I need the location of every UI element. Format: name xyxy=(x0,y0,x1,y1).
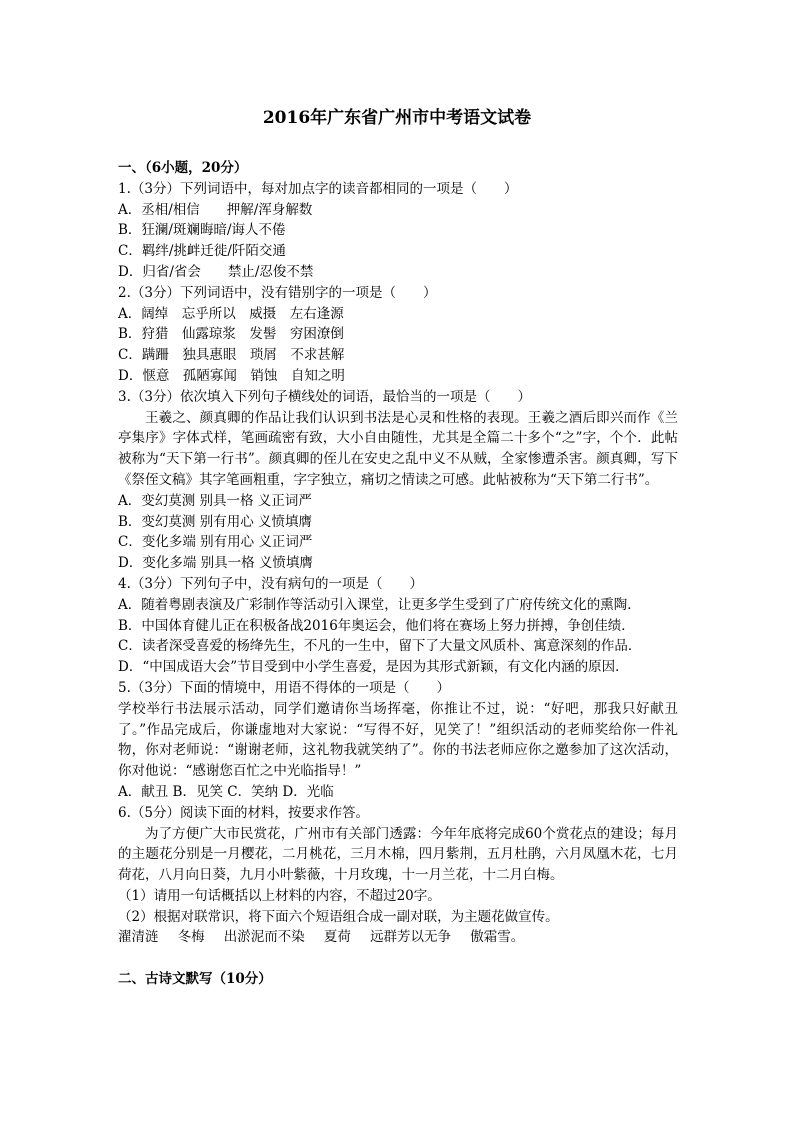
scenario-passage: 学校举行书法展示活动，同学们邀请你当场挥毫，你推让不过，说：“好吧，那我只好献丑了。”作品完成后，你谦虚地对大家说：“写得不好，见笑了！”组织活动的老师奖给你一件礼物，你对老师说：“谢谢老师，这礼物我就笑纳了”。你的书法老师应你之邀参加了这次活动，你对他说：“感谢您百忙之中光临指导！” xyxy=(118,700,678,780)
reading-passage: 王羲之、颜真卿的作品让我们认识到书法是心灵和性格的表现。王羲之酒后即兴而作《兰亭集序》字体式样，笔画疏密有致，大小自由随性，尤其是全篇二十多个“之”字，个个．此帖被称为“天下第一行书”。颜真卿的侄儿在安史之乱中义不从贼，全家惨遭杀害。颜真卿，写下《祭侄文稿》其字笔画粗重，字字独立，痛切之情读之可感。此帖被称为“天下第二行书”。 xyxy=(118,409,678,488)
question-stem: 1.（3分）下列词语中，每对加点字的读音都相同的一项是（ ） xyxy=(118,180,518,197)
question-5 xyxy=(118,678,678,803)
option-b: B．狩猎 仙露琼浆 发髻 穷困潦倒 xyxy=(118,326,344,343)
option-d: D．“中国成语大会”节目受到中小学生喜爱，是因为其形式新颖，有文化内涵的原因． xyxy=(118,659,629,676)
question-6 xyxy=(118,803,678,949)
options-line: A．献丑 B．见笑 C．笑纳 D．光临 xyxy=(118,783,334,800)
phrase-list xyxy=(118,927,678,948)
phrase: 傲霜雪。 xyxy=(470,929,525,946)
question-stem: 5.（3分）下面的情境中，用语不得体的一项是（ ） xyxy=(118,679,450,696)
material-passage: 为了方便广大市民赏花，广州市有关部门透露：今年年底将完成60个赏花点的建设；每月的主题花分别是一月樱花，二月桃花，三月木棉，四月紫荆，五月杜鹃，六月凤凰木花，七月荷花，八月向日葵，九月小叶紫薇，十月玫瑰，十一月兰花，十二月白梅。 xyxy=(118,825,678,884)
option-a: A．变幻莫测 别具一格 义正词严 xyxy=(118,492,312,509)
option-c: C．羁绊/挑衅迁徙/阡陌交通 xyxy=(118,243,286,260)
phrase: 出淤泥而不染 xyxy=(223,929,305,946)
question-stem: 6.（5分）阅读下面的材料，按要求作答。 xyxy=(118,804,369,821)
phrase: 濯清涟 xyxy=(118,929,159,946)
section-heading: 一、（6小题，20分） xyxy=(118,160,248,176)
question-2 xyxy=(118,283,678,387)
phrase: 冬梅 xyxy=(177,929,205,946)
option-a: A．随着粤剧表演及广彩制作等活动引入课堂，让更多学生受到了广府传统文化的熏陶． xyxy=(118,596,641,613)
option-c: C．读者深受喜爱的杨绛先生，不凡的一生中，留下了大量文风质朴、寓意深刻的作品． xyxy=(118,638,642,655)
question-1 xyxy=(118,179,678,283)
option-d: D．惬意 孤陋寡闻 销蚀 自知之明 xyxy=(118,367,345,384)
option-a: A．阔绰 忘乎所以 威摄 左右逢源 xyxy=(118,305,344,322)
question-3 xyxy=(118,387,678,574)
phrase: 夏荷 xyxy=(323,929,351,946)
option-b: B．中国体育健儿正在积极备战2016年奥运会，他们将在赛场上努力拼搏，争创佳绩． xyxy=(118,617,635,634)
sub-question-2: （2）根据对联常识，将下面六个短语组合成一副对联，为主题花做宣传。 xyxy=(118,908,559,925)
question-stem: 3.（3分）依次填入下列句子横线处的词语，最恰当的一项是（ ） xyxy=(118,388,531,405)
option-c: C．变化多端 别有用心 义正词严 xyxy=(118,534,313,551)
option-d: D．变化多端 别具一格 义愤填膺 xyxy=(118,555,313,572)
question-4 xyxy=(118,574,678,678)
question-stem: 2.（3分）下列词语中，没有错别字的一项是（ ） xyxy=(118,284,437,301)
exam-content xyxy=(118,158,678,990)
option-b: B．变幻莫测 别有用心 义愤填膺 xyxy=(118,513,313,530)
option-c: C．蹒跚 独具惠眼 琐屑 不求甚解 xyxy=(118,347,345,364)
option-a: A．丞相/相信 押解/浑身解数 xyxy=(118,201,313,218)
section-heading: 二、古诗文默写（10分） xyxy=(118,971,272,988)
page-title: 2016年广东省广州市中考语文试卷 xyxy=(262,108,532,128)
option-d: D．归省/省会 禁止/忍俊不禁 xyxy=(118,263,314,280)
sub-question-1: （1）请用一句话概括以上材料的内容，不超过20字。 xyxy=(118,887,441,904)
phrase: 远群芳以无争 xyxy=(370,929,452,946)
option-b: B．狂澜/斑斓晦暗/诲人不倦 xyxy=(118,222,286,239)
question-stem: 4.（3分）下列句子中，没有病句的一项是（ ） xyxy=(118,575,423,592)
